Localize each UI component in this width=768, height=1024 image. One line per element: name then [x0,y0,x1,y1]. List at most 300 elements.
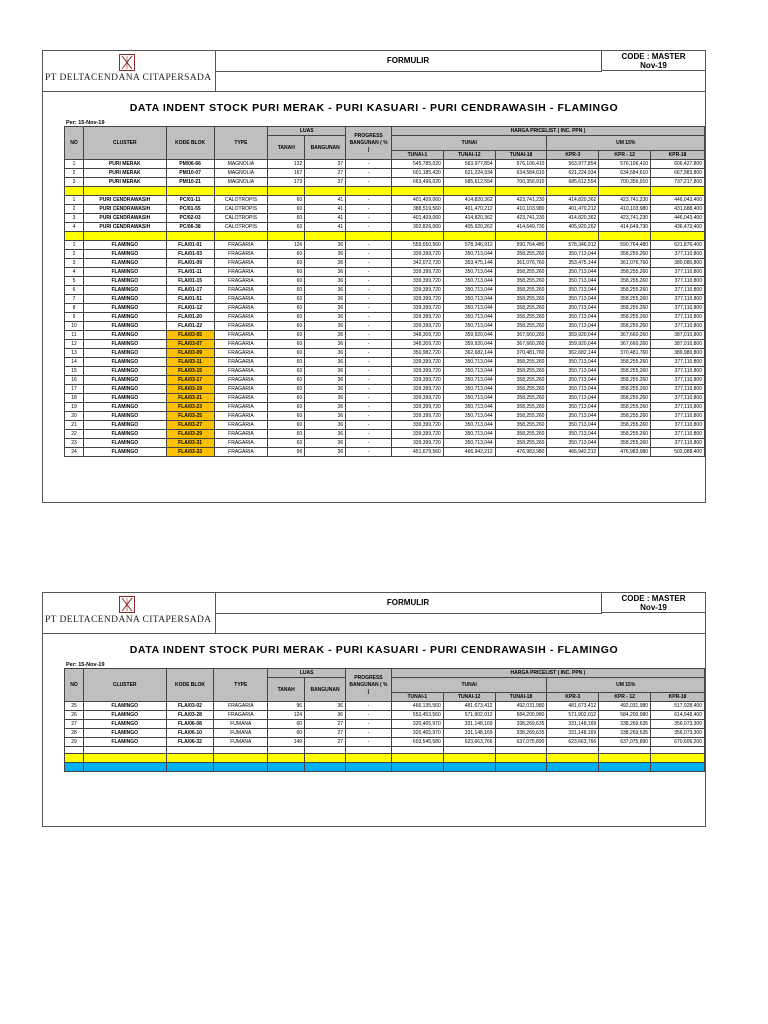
cell-tunai-12: 362,682,144 [443,349,495,358]
cell-tunai-1: 339,399,720 [392,385,444,394]
cell-kpr-12: 584,200,980 [599,711,651,720]
cell-type: FRAGARIA [214,259,268,268]
table-row [65,403,705,412]
cell-kode-blok: PM/10-21 [166,178,214,187]
cell-bangunan: 36 [305,241,346,250]
code-block [602,593,705,613]
cell-kpr-18: 387,010,800 [651,340,705,349]
cell-bangunan: 36 [305,403,346,412]
cell-cluster: FLAMINGO [83,259,166,268]
cell-tunai-1: 339,399,720 [392,376,444,385]
cell-kpr-3: 350,713,044 [547,313,599,322]
cell-kpr-18: 431,688,400 [651,205,705,214]
cell-tanah: 96 [268,448,305,457]
per-date: 15-Nov-19 [78,120,105,126]
cell-tunai-12: 350,713,044 [443,250,495,259]
cell-kpr-3: 350,713,044 [547,322,599,331]
cell-tunai-12: 350,713,044 [443,268,495,277]
col-header-progress: PROGRESS BANGUNAN ( % ) [346,669,392,702]
table-row [65,304,705,313]
cell-kpr-3: 331,148,169 [547,729,599,738]
cell-type: MAGNOLIA [214,169,268,178]
cell-no: 14 [65,358,84,367]
cell-kpr-3: 571,902,012 [547,711,599,720]
table-row [65,241,705,250]
cell-cluster: PURI CENDRAWASIH [83,223,166,232]
cell-kpr-18: 387,010,800 [651,331,705,340]
table-row [65,394,705,403]
cell-progress: - [346,421,392,430]
empty-cell [599,232,651,241]
cell-tunai-1: 350,982,720 [392,349,444,358]
separator-row [65,232,705,241]
cell-type: FRAGARIA [214,430,268,439]
cell-tunai-12: 414,820,362 [443,214,495,223]
code-line-1: CODE : MASTER [621,52,686,61]
cell-tunai-18: 414,649,730 [495,223,547,232]
cell-kpr-12: 590,764,480 [599,241,651,250]
cell-cluster: FLAMINGO [83,268,166,277]
cell-kpr-3: 350,713,044 [547,250,599,259]
company-logo-icon [119,596,135,613]
cell-tunai-1: 339,399,720 [392,268,444,277]
cell-bangunan: 27 [305,720,346,729]
col-header-bangunan: BANGUNAN [305,136,346,160]
cell-kpr-12: 361,076,760 [599,259,651,268]
empty-cell [166,232,214,241]
cell-kode-blok: FLA/03-09 [166,349,214,358]
separator-row [65,747,705,754]
cell-kpr-3: 359,920,044 [547,331,599,340]
separator-row [65,763,705,772]
empty-cell [346,187,392,196]
cell-cluster: FLAMINGO [83,367,166,376]
cell-tunai-12: 350,713,044 [443,313,495,322]
cell-cluster: FLAMINGO [83,241,166,250]
cell-progress: - [346,286,392,295]
cell-tunai-1: 339,399,720 [392,295,444,304]
table-row [65,702,705,711]
cell-tunai-12: 350,713,044 [443,367,495,376]
cell-kpr-18: 377,110,800 [651,403,705,412]
cell-kpr-12: 492,031,980 [599,702,651,711]
cell-tunai-1: 348,309,720 [392,340,444,349]
cell-type: FRAGARIA [214,439,268,448]
cell-progress: - [346,376,392,385]
empty-cell [547,763,599,772]
cell-tunai-18: 423,741,230 [495,196,547,205]
cell-tanah: 126 [268,241,305,250]
cell-kpr-12: 358,255,260 [599,412,651,421]
cell-kode-blok: FLA/01-20 [166,313,214,322]
cell-kpr-12: 358,255,260 [599,322,651,331]
col-header-kode-blok: KODE BLOK [166,127,214,160]
empty-cell [268,187,305,196]
table-row [65,720,705,729]
cell-tunai-12: 350,713,044 [443,304,495,313]
cell-bangunan: 36 [305,304,346,313]
cell-kode-blok: FLA/01-03 [166,250,214,259]
cell-tunai-18: 358,255,260 [495,385,547,394]
empty-cell [495,747,547,754]
cell-type: FRAGARIA [214,241,268,250]
cell-no: 5 [65,277,84,286]
cell-progress: - [346,448,392,457]
empty-cell [495,187,547,196]
per-date: 15-Nov-19 [78,662,105,668]
cell-tanah: 60 [268,286,305,295]
cell-kpr-18: 377,110,800 [651,439,705,448]
cell-kpr-18: 517,928,400 [651,702,705,711]
cell-no: 2 [65,169,84,178]
cell-cluster: FLAMINGO [83,331,166,340]
cell-tanah: 60 [268,223,305,232]
cell-tunai-1: 320,465,970 [391,729,443,738]
cell-cluster: PURI MERAK [83,160,166,169]
code-block [602,51,705,71]
empty-cell [65,763,84,772]
cell-kpr-3: 563,977,854 [547,160,599,169]
empty-cell [305,754,346,763]
cell-kode-blok: FLA/03-28 [166,711,214,720]
cell-kpr-18: 377,110,800 [651,322,705,331]
empty-cell [391,747,443,754]
empty-cell [443,747,495,754]
col-header-kpr-18: KPR-18 [651,693,705,702]
cell-cluster: PURI MERAK [83,169,166,178]
cell-progress: - [346,214,392,223]
empty-cell [166,763,214,772]
cell-kpr-12: 358,255,260 [599,367,651,376]
cell-cluster: FLAMINGO [83,277,166,286]
cell-tanah: 60 [268,340,305,349]
cell-tunai-1: 392,826,060 [392,223,444,232]
table-row [65,376,705,385]
cell-kpr-12: 358,255,260 [599,304,651,313]
cell-kpr-3: 353,475,144 [547,259,599,268]
cell-tunai-12: 350,713,044 [443,322,495,331]
cell-kpr-18: 614,948,400 [651,711,705,720]
table-row [65,295,705,304]
cell-tunai-1: 466,135,560 [391,702,443,711]
cell-tunai-18: 358,255,260 [495,268,547,277]
sheet-page-1 [42,50,706,503]
empty-cell [651,232,705,241]
cell-type: FRAGARIA [214,448,268,457]
cell-tunai-1: 388,519,560 [392,205,444,214]
col-header-tunai-12: TUNAI-12 [443,151,495,160]
cell-tunai-12: 350,713,044 [443,430,495,439]
cell-kpr-12: 358,255,260 [599,358,651,367]
cell-progress: - [346,160,392,169]
cell-bangunan: 37 [305,178,346,187]
cell-kode-blok: FLA/01-11 [166,268,214,277]
cell-type: FRAGARIA [214,331,268,340]
cell-tanah: 60 [268,430,305,439]
col-header-type: TYPE [214,127,268,160]
cell-tunai-1: 559,650,560 [392,241,444,250]
empty-cell [214,754,268,763]
cell-tunai-18: 358,255,260 [495,286,547,295]
empty-cell [305,763,346,772]
cell-bangunan: 36 [305,394,346,403]
cell-type: FRAGARIA [214,286,268,295]
cell-tunai-1: 553,453,560 [391,711,443,720]
cell-kode-blok: FLA/01-17 [166,286,214,295]
empty-cell [214,763,268,772]
cell-type: MAGNOLIA [214,160,268,169]
cell-tanah: 60 [268,214,305,223]
empty-cell [305,747,346,754]
form-label: FORMULIR [215,51,602,72]
cell-kpr-12: 358,255,260 [599,250,651,259]
cell-kode-blok: PM/06-66 [166,160,214,169]
cell-kpr-3: 350,713,044 [547,286,599,295]
empty-cell [547,232,599,241]
cell-progress: - [346,430,392,439]
cell-tunai-18: 367,660,260 [495,331,547,340]
cell-kpr-12: 358,255,260 [599,421,651,430]
cell-tunai-18: 584,200,980 [495,711,547,720]
cell-kpr-12: 367,660,260 [599,331,651,340]
cell-tanah: 173 [268,178,305,187]
cell-bangunan: 36 [305,439,346,448]
cell-tunai-18: 358,255,260 [495,250,547,259]
empty-cell [443,754,495,763]
cell-kpr-18: 377,110,800 [651,430,705,439]
cell-cluster: FLAMINGO [83,421,166,430]
cell-kode-blok: FLA/01-01 [166,241,214,250]
cell-tanah: 60 [268,385,305,394]
cell-type: CALOTROPIS [214,205,268,214]
cell-tunai-18: 358,255,260 [495,430,547,439]
cell-kpr-3: 350,713,044 [547,304,599,313]
cell-kpr-3: 466,942,212 [547,448,599,457]
company-logo-block [43,593,216,633]
col-header-kpr-3: KPR-3 [547,693,599,702]
cell-progress: - [346,241,392,250]
cell-cluster: FLAMINGO [83,448,166,457]
cell-kpr-12: 634,584,610 [599,169,651,178]
cell-bangunan: 36 [305,349,346,358]
cell-bangunan: 41 [305,205,346,214]
cell-cluster: FLAMINGO [83,412,166,421]
cell-tunai-12: 350,713,044 [443,358,495,367]
cell-kode-blok: PC/06-38 [166,223,214,232]
cell-kode-blok: PC/01-11 [166,196,214,205]
cell-type: FUMANA [214,738,268,747]
cell-cluster: FLAMINGO [83,711,166,720]
cell-kpr-12: 358,255,260 [599,439,651,448]
col-header-tanah: TANAH [268,678,305,702]
cell-kpr-3: 350,713,044 [547,403,599,412]
cell-tunai-18: 358,255,260 [495,367,547,376]
cell-tanah: 60 [268,412,305,421]
cell-type: FRAGARIA [214,711,268,720]
cell-progress: - [346,349,392,358]
cell-kpr-12: 414,649,730 [599,223,651,232]
cell-tunai-1: 339,399,720 [392,322,444,331]
per-label: Per: [66,120,77,126]
cell-kpr-12: 338,269,635 [599,720,651,729]
cell-progress: - [346,385,392,394]
cell-bangunan: 27 [305,729,346,738]
cell-kpr-3: 401,470,212 [547,205,599,214]
empty-cell [65,754,84,763]
company-logo-icon [119,54,135,71]
cell-bangunan: 36 [305,367,346,376]
cell-tunai-18: 358,255,260 [495,304,547,313]
cell-kpr-3: 685,612,554 [547,178,599,187]
cell-tanah: 60 [268,268,305,277]
cell-tunai-1: 342,072,720 [392,259,444,268]
cell-kpr-12: 358,255,260 [599,268,651,277]
cell-kode-blok: PC/02-03 [166,214,214,223]
cell-no: 4 [65,223,84,232]
cell-kpr-3: 350,713,044 [547,277,599,286]
empty-cell [443,232,495,241]
cell-bangunan: 36 [305,385,346,394]
cell-kpr-12: 358,255,260 [599,394,651,403]
empty-cell [65,747,84,754]
cell-tanah: 60 [268,394,305,403]
cell-tanah: 60 [268,250,305,259]
cell-kpr-18: 446,043,400 [651,196,705,205]
cell-cluster: FLAMINGO [83,394,166,403]
cell-type: FRAGARIA [214,250,268,259]
cell-type: FRAGARIA [214,349,268,358]
cell-tunai-12: 350,713,044 [443,403,495,412]
cell-bangunan: 36 [305,277,346,286]
cell-tunai-18: 423,741,230 [495,214,547,223]
cell-progress: - [346,259,392,268]
cell-tanah: 60 [268,331,305,340]
cell-kpr-12: 358,255,260 [599,385,651,394]
cell-tunai-1: 339,399,720 [392,412,444,421]
cell-tunai-12: 571,902,012 [443,711,495,720]
cell-bangunan: 41 [305,196,346,205]
cell-kpr-3: 414,820,362 [547,214,599,223]
cell-tunai-18: 370,481,760 [495,349,547,358]
cell-cluster: FLAMINGO [83,376,166,385]
cell-tunai-1: 348,309,720 [392,331,444,340]
separator-row [65,187,705,196]
cell-kode-blok: FLA/03-19 [166,385,214,394]
cell-no: 25 [65,702,84,711]
cell-no: 3 [65,214,84,223]
cell-kpr-12: 358,255,260 [599,430,651,439]
cell-tanah: 60 [268,205,305,214]
cell-kpr-3: 350,713,044 [547,268,599,277]
cell-kpr-3: 350,713,044 [547,430,599,439]
cell-kpr-3: 350,713,044 [547,394,599,403]
cell-tunai-12: 685,612,554 [443,178,495,187]
cell-no: 20 [65,412,84,421]
empty-cell [651,747,705,754]
table-row [65,178,705,187]
cell-progress: - [346,403,392,412]
cell-no: 28 [65,729,84,738]
cell-kpr-3: 414,820,362 [547,196,599,205]
cell-kode-blok: FLA/06-10 [166,729,214,738]
cell-tunai-18: 358,255,260 [495,403,547,412]
empty-cell [391,754,443,763]
empty-cell [346,754,392,763]
cell-cluster: FLAMINGO [83,304,166,313]
cell-kode-blok: FLA/03-21 [166,394,214,403]
cell-kpr-3: 350,713,044 [547,412,599,421]
cell-tanah: 60 [268,376,305,385]
company-name: PT DELTACENDANA CITAPERSADA [45,615,212,625]
empty-cell [268,763,305,772]
cell-tunai-12: 350,713,044 [443,412,495,421]
cell-kode-blok: FLA/01-09 [166,259,214,268]
cell-tanah: 96 [268,702,305,711]
cell-kpr-18: 670,606,200 [651,738,705,747]
cell-kode-blok: FLA/01-51 [166,295,214,304]
code-line-2: Nov-19 [640,603,667,612]
cell-kpr-18: 606,427,800 [651,160,705,169]
empty-cell [166,747,214,754]
cell-no: 26 [65,711,84,720]
cell-tanah: 60 [268,367,305,376]
col-header-luas: LUAS [268,669,346,678]
table-row [65,160,705,169]
cell-no: 7 [65,295,84,304]
empty-cell [65,187,84,196]
cell-kpr-18: 377,110,800 [651,313,705,322]
cell-kpr-3: 359,920,044 [547,340,599,349]
cell-tanah: 60 [268,729,305,738]
cell-progress: - [346,277,392,286]
table-row [65,385,705,394]
cell-tunai-12: 621,224,934 [443,169,495,178]
cell-cluster: PURI MERAK [83,178,166,187]
cell-tunai-1: 401,409,060 [392,196,444,205]
header-blank [215,72,705,91]
cell-no: 21 [65,421,84,430]
cell-kode-blok: FLA/06-08 [166,720,214,729]
col-header-cluster: CLUSTER [83,127,166,160]
cell-tunai-18: 358,255,260 [495,412,547,421]
cell-kode-blok: PM/10-07 [166,169,214,178]
cell-kpr-3: 350,713,044 [547,358,599,367]
cell-tunai-18: 637,075,890 [495,738,547,747]
cell-tanah: 60 [268,720,305,729]
cell-kpr-12: 576,106,410 [599,160,651,169]
cell-tunai-12: 578,346,912 [443,241,495,250]
cell-tanah: 60 [268,349,305,358]
cell-bangunan: 36 [305,340,346,349]
cell-kode-blok: FLA/03-15 [166,367,214,376]
cell-no: 19 [65,403,84,412]
cell-kpr-3: 362,682,144 [547,349,599,358]
cell-kpr-3: 350,713,044 [547,439,599,448]
cell-kpr-18: 380,080,800 [651,259,705,268]
cell-cluster: FLAMINGO [83,439,166,448]
cell-no: 27 [65,720,84,729]
cell-tunai-1: 339,399,720 [392,358,444,367]
cell-kpr-12: 358,255,260 [599,295,651,304]
cell-bangunan: 27 [305,169,346,178]
cell-bangunan: 36 [305,250,346,259]
cell-tunai-18: 358,255,260 [495,295,547,304]
cell-no: 16 [65,376,84,385]
cell-cluster: PURI CENDRAWASIH [83,214,166,223]
cell-cluster: FLAMINGO [83,702,166,711]
cell-progress: - [346,196,392,205]
cell-type: FRAGARIA [214,367,268,376]
